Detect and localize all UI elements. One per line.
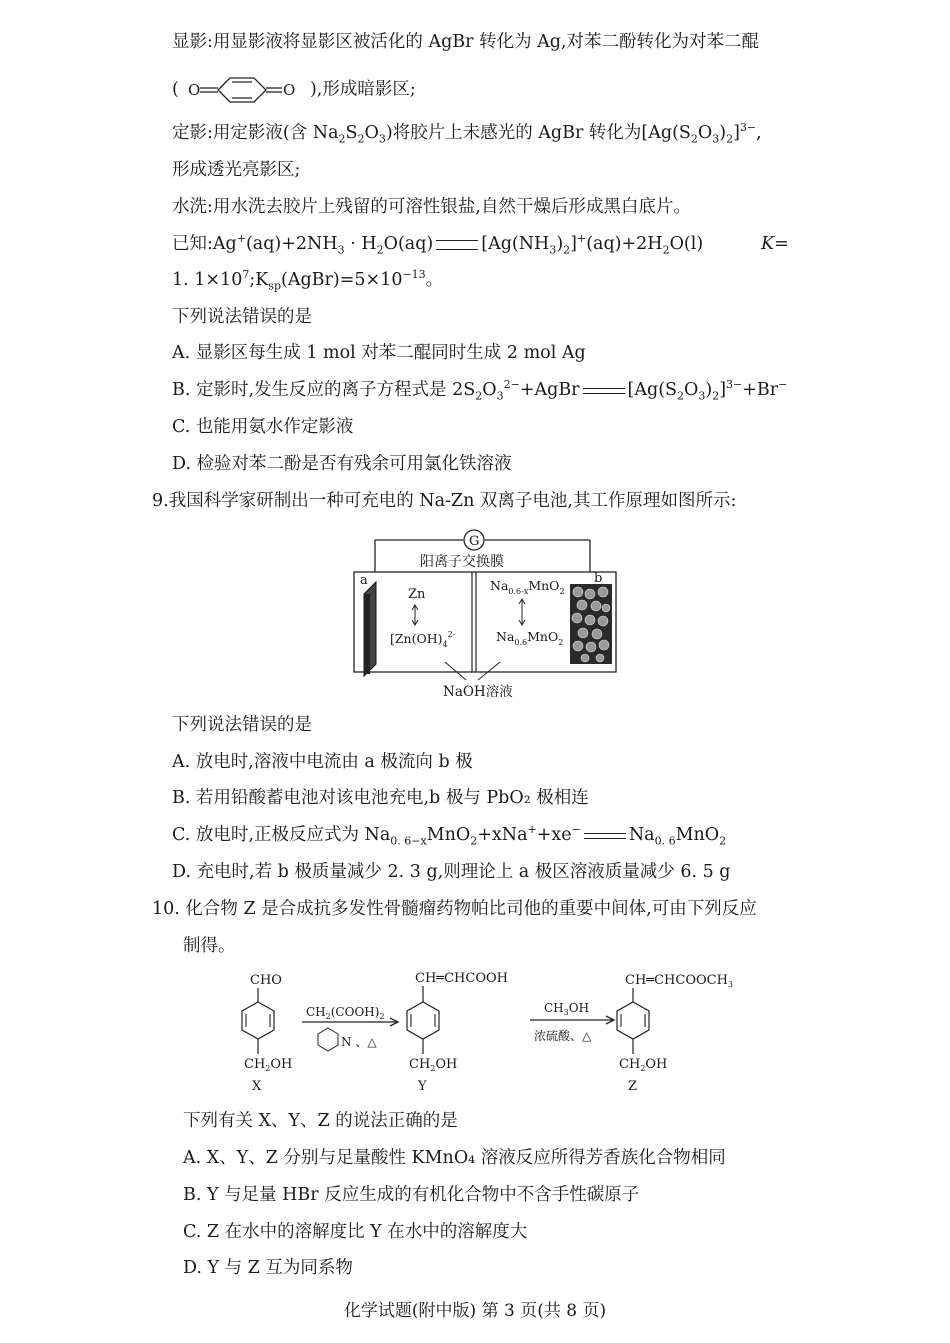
- q8-option-c: C. 也能用氨水作定影液: [172, 417, 354, 437]
- q8-question: 下列说法错误的是: [172, 307, 312, 327]
- equals-arrow: [583, 388, 625, 394]
- zn-label: Zn: [408, 587, 426, 602]
- y-bottom-group: $CH_2OH$: [409, 1057, 458, 1073]
- q10-stem-2: 制得。: [183, 936, 236, 956]
- y-label: Y: [418, 1079, 427, 1094]
- q10-stem-1: 10. 化合物 Z 是合成抗多发性骨髓瘤药物帕比司他的重要中间体,可由下列反应: [152, 899, 757, 919]
- z-bottom-group: $CH_2OH$: [619, 1057, 668, 1073]
- x-top-group: CHO: [250, 973, 282, 988]
- reagent-1-cond: N 、△: [341, 1035, 377, 1049]
- reaction-scheme: [230, 964, 790, 1100]
- svg-text:O: O: [283, 81, 296, 99]
- electrode-b-label: b: [594, 571, 603, 586]
- known-constants: 1. $1\times 10^7;K_{sp}(AgBr)=5\times 10^{-13}$。: [172, 268, 444, 293]
- q8-option-d: D. 检验对苯二酚是否有残余可用氯化铁溶液: [172, 454, 512, 474]
- z-top-group: $CH═CHCOOCH_3$: [625, 973, 734, 989]
- galvanometer-label: G: [469, 534, 480, 549]
- zincate-label: [$Zn(OH)_4^{2-}$: [390, 630, 456, 649]
- q10-option-d: D. Y 与 Z 互为同系物: [183, 1258, 353, 1278]
- q9-question: 下列说法错误的是: [172, 715, 312, 735]
- q9-option-c: C. 放电时,正极反应式为 $Na_{0. 6-x}MnO_2+xNa^++xe^-$ $Na_{0. 6}MnO_2$: [172, 823, 727, 848]
- q10-question: 下列有关 X、Y、Z 的说法正确的是: [183, 1111, 458, 1131]
- known-equilibrium: 已知$:Ag^+(aq)+2NH_3 \cdot H_2O(aq)$ $[Ag(NH_3)_2]^+(aq)+2H_2O(l)$: [172, 232, 704, 257]
- reagent-2: $CH_3OH$: [544, 1001, 590, 1017]
- q8-option-a: A. 显影区每生成 1 mol 对苯二醌同时生成 2 mol Ag: [172, 343, 586, 363]
- na-bottom-label: $Na_{0.6}MnO_2$: [496, 629, 564, 647]
- pyridine-icon: [318, 1028, 338, 1051]
- na-top-label: $Na_{0.6-x}MnO_2$: [490, 578, 565, 596]
- y-top-group: CH═CHCOOH: [415, 971, 508, 986]
- develop-text: 显影:用显影液将显影区被活化的 AgBr 转化为 Ag,对苯二酚转化为对苯二醌: [172, 32, 760, 52]
- fix-text: 定影:用定影液(含 $Na_2S_2O_3$)将胶片上未感光的 AgBr 转化为$[Ag(S_2O_3)_2]^{3-}$,: [172, 121, 762, 146]
- svg-text:O: O: [188, 81, 201, 99]
- q10-option-b: B. Y 与足量 HBr 反应生成的有机化合物中不含手性碳原子: [183, 1185, 640, 1205]
- equals-arrow: [584, 833, 626, 839]
- z-label: Z: [628, 1079, 638, 1094]
- q10-option-a: A. X、Y、Z 分别与足量酸性 KMnO₄ 溶液反应所得芳香族化合物相同: [183, 1148, 726, 1168]
- benzoquinone-structure: [184, 74, 304, 106]
- electrode-a-label: a: [360, 573, 368, 588]
- quinone-line: ( O O ),形成暗影区;: [172, 74, 416, 106]
- wash-text: 水洗:用水洗去胶片上残留的可溶性银盐,自然干燥后形成黑白底片。: [172, 197, 691, 217]
- reagent-2-cond: 浓硫酸、△: [534, 1029, 592, 1043]
- x-bottom-group: $CH_2OH$: [244, 1057, 293, 1073]
- known-K: K=: [761, 234, 789, 254]
- q8-option-b: B. 定影时,发生反应的离子方程式是 $2S_2O_3^{2-}+AgBr$ $[Ag(S_2O_3)_2]^{3-}+Br^-$: [172, 378, 788, 403]
- q9-stem: 9.我国科学家研制出一种可充电的 Na-Zn 双离子电池,其工作原理如图所示:: [152, 491, 737, 511]
- page-footer: 化学试题(附中版) 第 3 页(共 8 页): [343, 1301, 607, 1321]
- q9-option-d: D. 充电时,若 b 极质量减少 2. 3 g,则理论上 a 极区溶液质量减少 6. 5 g: [172, 862, 731, 882]
- equilibrium-arrow: [436, 240, 478, 250]
- membrane-label: 阳离子交换膜: [420, 554, 504, 570]
- battery-diagram: [350, 526, 620, 704]
- reagent-1: $CH_2(COOH)_2$: [306, 1005, 385, 1021]
- x-label: X: [252, 1079, 262, 1094]
- q9-option-a: A. 放电时,溶液中电流由 a 极流向 b 极: [172, 752, 473, 772]
- solution-label: NaOH溶液: [443, 684, 513, 700]
- fix-text-2: 形成透光亮影区;: [172, 160, 301, 180]
- q10-option-c: C. Z 在水中的溶解度比 Y 在水中的溶解度大: [183, 1222, 528, 1242]
- q9-option-b: B. 若用铅酸蓄电池对该电池充电,b 极与 PbO₂ 极相连: [172, 788, 589, 808]
